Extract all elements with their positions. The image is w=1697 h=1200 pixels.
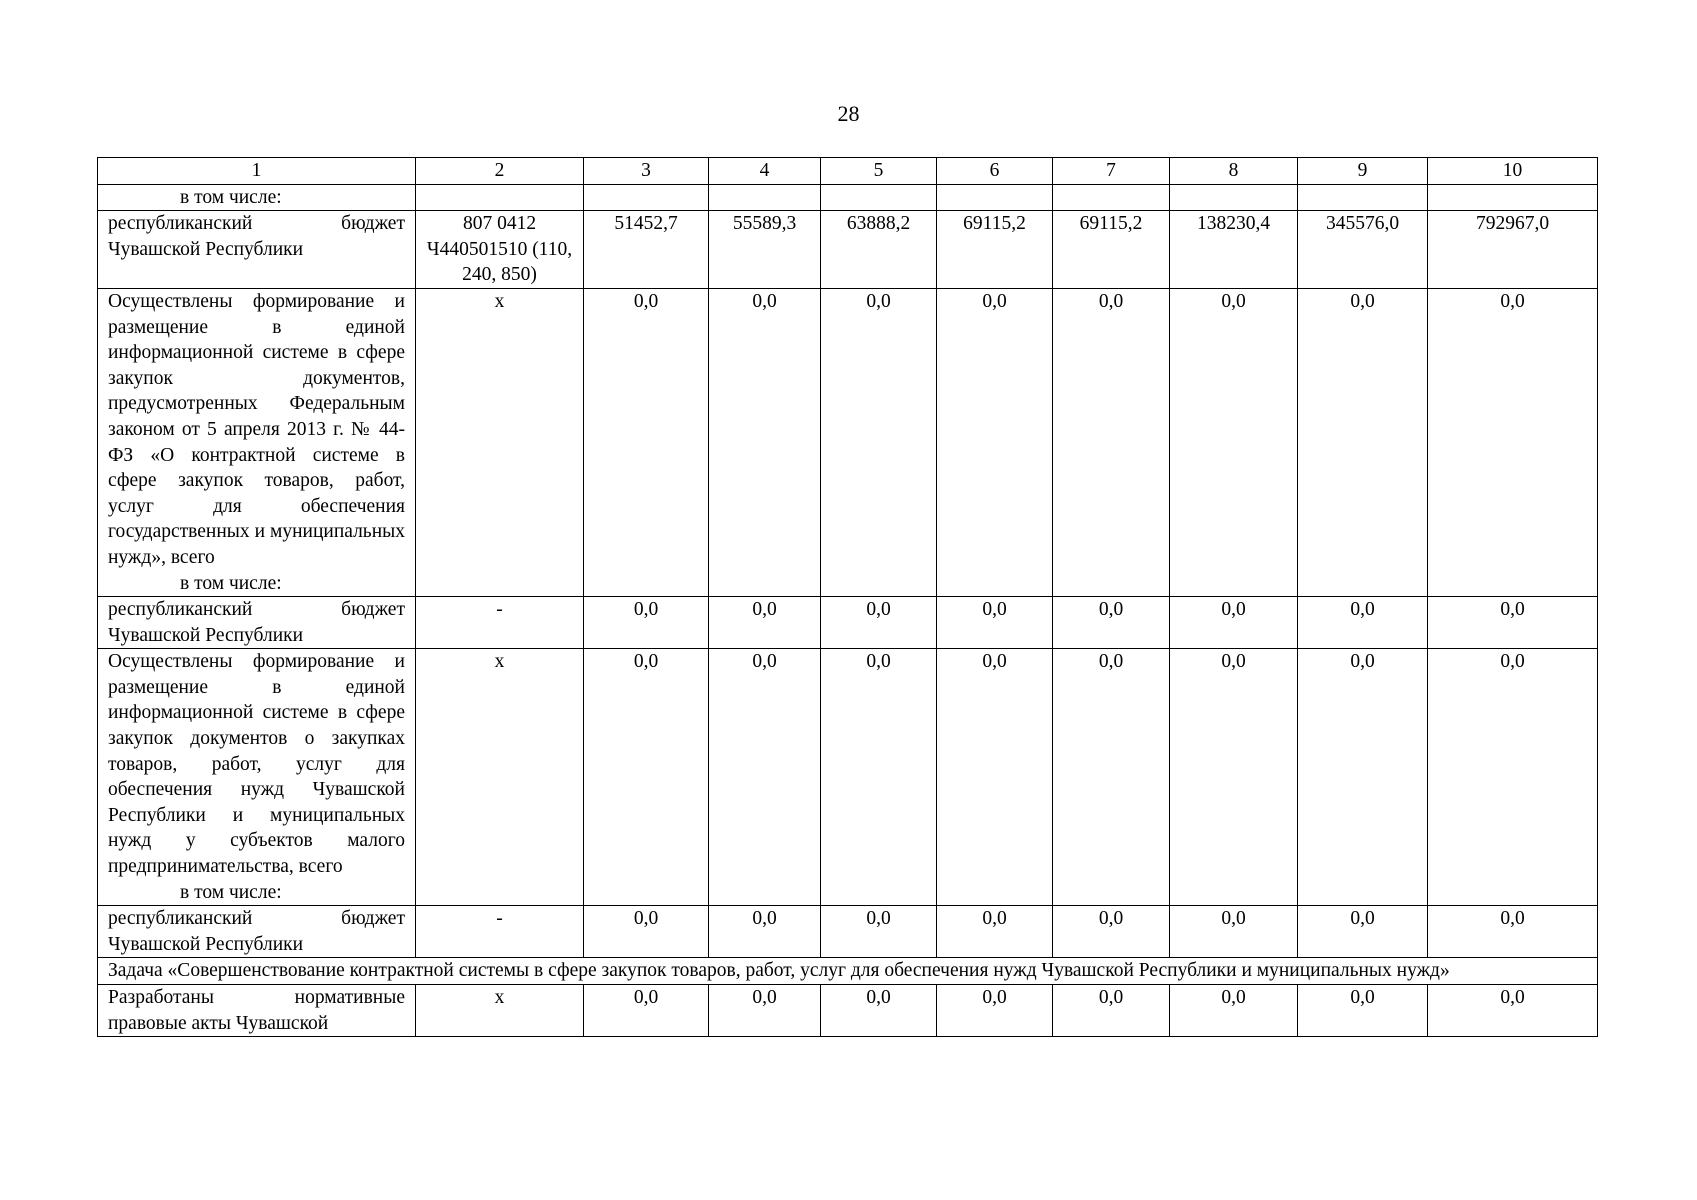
task-heading: Задача «Совершенствование контрактной системы в сфере закупок товаров, работ, услуг для обеспечения нужд Чувашской Республики и муниципальных нужд» [98, 958, 1598, 985]
table-cell: 0,0 [709, 906, 821, 958]
table-cell: 0,0 [821, 906, 937, 958]
table-cell: 0,0 [1428, 649, 1598, 906]
table-cell: 0,0 [584, 906, 709, 958]
table-cell: 0,0 [1170, 288, 1298, 596]
table-cell: 0,0 [709, 985, 821, 1037]
table-cell: 0,0 [709, 597, 821, 649]
row-code: - [416, 597, 584, 649]
row-code: x [416, 649, 584, 906]
table-cell: 0,0 [821, 597, 937, 649]
row-label: Осуществлены формирование и размещение в единой информационной системе в сфере закупок документов о закупках товаров, работ, услуг для обеспечения нужд Чувашской Республики и муниципальных нужд у субъектов малого предпринимательства, всего в том числе: [98, 649, 416, 906]
row-code: 807 0412 Ч440501510 (110, 240, 850) [416, 211, 584, 289]
column-number-row [98, 158, 1598, 185]
row-label: Осуществлены формирование и размещение в единой информационной системе в сфере закупок документов, предусмотренных Федеральным законом от 5 апреля 2013 г. № 44-ФЗ «О контрактной системе в сфере закупок товаров, работ, услуг для обеспечения государственных и муниципальных нужд», всего в том числе: [98, 288, 416, 596]
row-label: республиканский бюджет Чувашской Республики [98, 906, 416, 958]
table-row [98, 184, 1598, 211]
table-cell: 0,0 [1053, 649, 1170, 906]
table-cell: 69115,2 [1053, 211, 1170, 289]
table-cell: 0,0 [1298, 649, 1428, 906]
column-header: 6 [937, 158, 1053, 185]
budget-table [97, 157, 1598, 1037]
table-cell: 55589,3 [709, 211, 821, 289]
table-cell: 0,0 [584, 649, 709, 906]
table-cell: 0,0 [937, 906, 1053, 958]
table-cell: 0,0 [1298, 288, 1428, 596]
table-cell: 0,0 [1053, 985, 1170, 1037]
row-code: x [416, 985, 584, 1037]
table-row [98, 985, 1598, 1037]
column-header: 1 [98, 158, 416, 185]
table-row [98, 288, 1598, 596]
table-row [98, 649, 1598, 906]
table-cell: 69115,2 [937, 211, 1053, 289]
table-row [98, 211, 1598, 289]
table-cell: 0,0 [1428, 906, 1598, 958]
table-cell: 0,0 [1428, 288, 1598, 596]
table-row [98, 906, 1598, 958]
table-cell: 0,0 [1170, 649, 1298, 906]
table-cell: 0,0 [937, 597, 1053, 649]
column-header: 10 [1428, 158, 1598, 185]
table-cell: 0,0 [709, 288, 821, 596]
table-cell: 0,0 [584, 597, 709, 649]
table-cell: 51452,7 [584, 211, 709, 289]
column-header: 7 [1053, 158, 1170, 185]
table-cell: 0,0 [1170, 985, 1298, 1037]
table-cell: 0,0 [1298, 906, 1428, 958]
row-label: Разработаны нормативные правовые акты Чувашской [98, 985, 416, 1037]
table-cell: 0,0 [1428, 985, 1598, 1037]
row-code: x [416, 288, 584, 596]
row-sublabel: в том числе: [180, 881, 282, 903]
table-cell: 0,0 [1170, 906, 1298, 958]
table-cell: 0,0 [821, 649, 937, 906]
row-label: республиканский бюджет Чувашской Республики [98, 597, 416, 649]
table-cell: 0,0 [937, 288, 1053, 596]
column-header: 9 [1298, 158, 1428, 185]
row-sublabel: в том числе: [180, 572, 282, 594]
table-cell: 0,0 [1053, 906, 1170, 958]
column-header: 8 [1170, 158, 1298, 185]
column-header: 4 [709, 158, 821, 185]
table-cell: 0,0 [1428, 597, 1598, 649]
task-row [98, 958, 1598, 985]
table-cell: 0,0 [584, 288, 709, 596]
column-header: 5 [821, 158, 937, 185]
table-cell: 0,0 [1298, 985, 1428, 1037]
table-cell: 0,0 [1053, 597, 1170, 649]
table-cell: 0,0 [584, 985, 709, 1037]
table-cell: 345576,0 [1298, 211, 1428, 289]
table-cell: 138230,4 [1170, 211, 1298, 289]
table-cell: 0,0 [1170, 597, 1298, 649]
table-cell: 0,0 [937, 649, 1053, 906]
table-cell: 63888,2 [821, 211, 937, 289]
row-label: республиканский бюджет Чувашской Республики [98, 211, 416, 289]
table-cell: 0,0 [1298, 597, 1428, 649]
row-label: в том числе: [98, 184, 416, 211]
table-cell: 792967,0 [1428, 211, 1598, 289]
row-code [416, 184, 584, 211]
table-cell: 0,0 [1053, 288, 1170, 596]
table-cell: 0,0 [937, 985, 1053, 1037]
column-header: 3 [584, 158, 709, 185]
row-code: - [416, 906, 584, 958]
page-number: 28 [837, 101, 860, 126]
table-cell: 0,0 [821, 288, 937, 596]
table-row [98, 597, 1598, 649]
table-cell: 0,0 [821, 985, 937, 1037]
column-header: 2 [416, 158, 584, 185]
table-cell: 0,0 [709, 649, 821, 906]
